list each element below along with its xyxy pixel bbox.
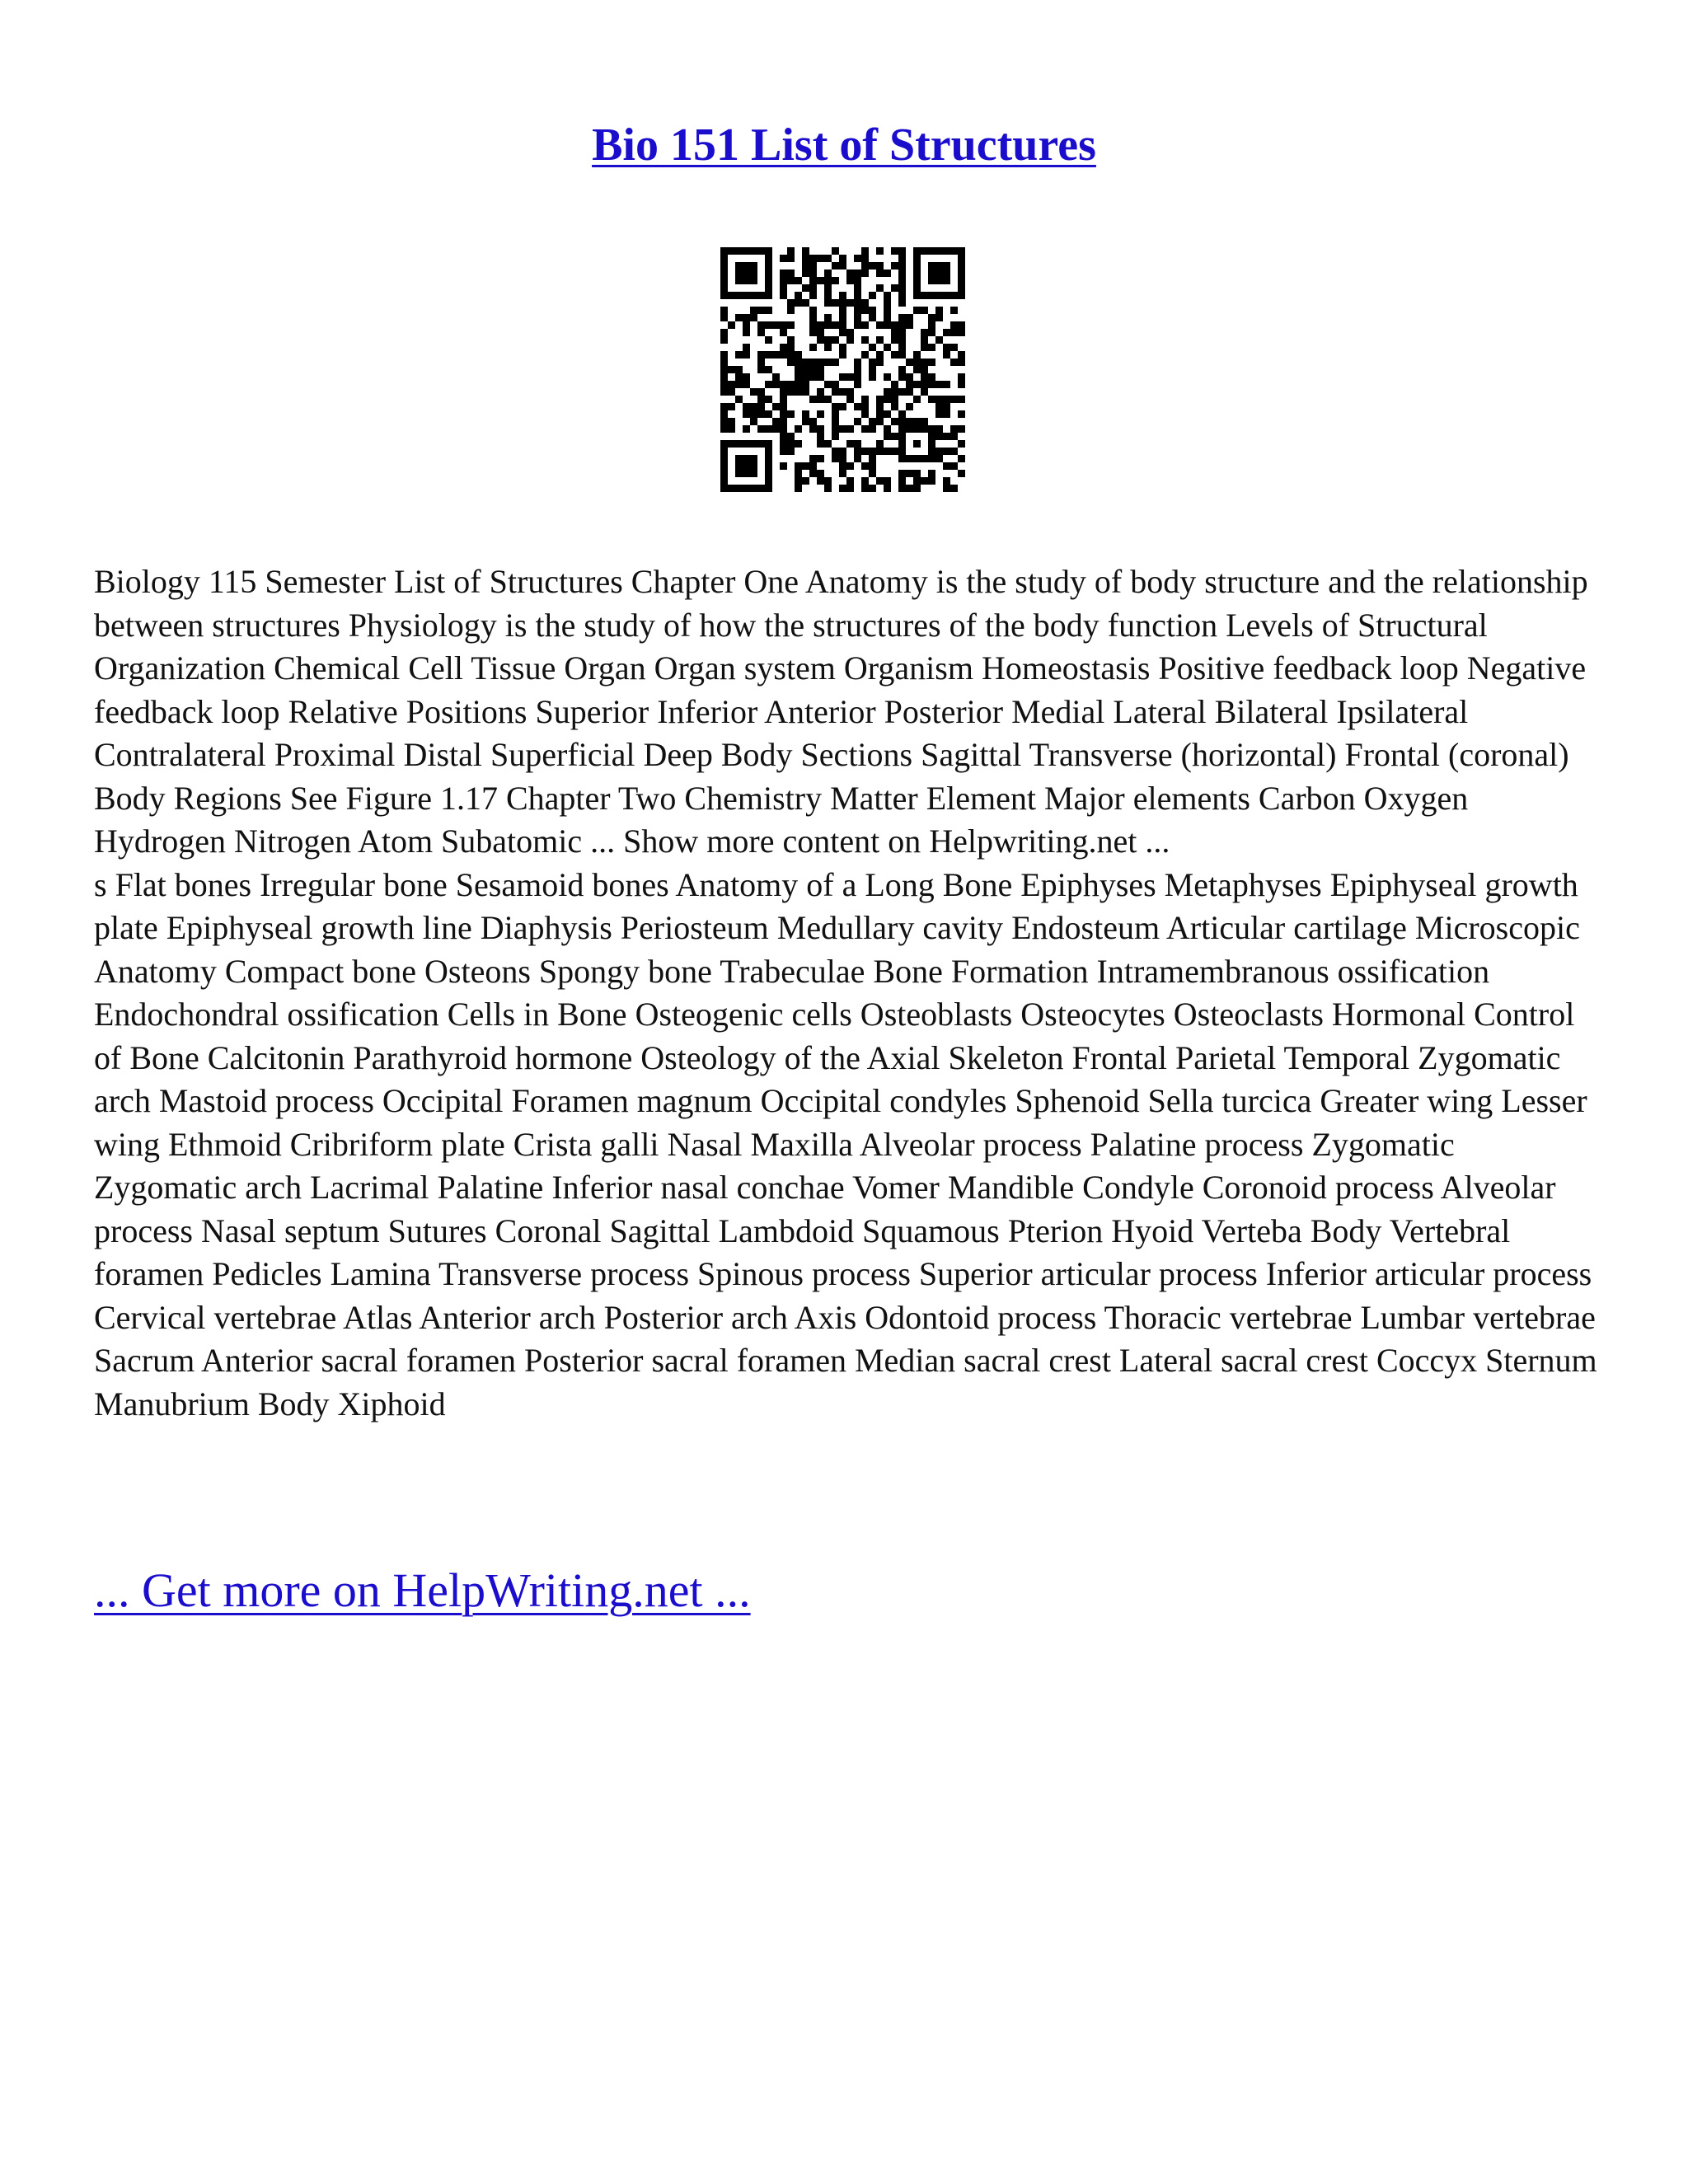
title-link[interactable]: Bio 151 List of Structures xyxy=(592,120,1096,171)
page-title xyxy=(0,115,1688,175)
document-body xyxy=(94,560,1602,1426)
qr-code-icon xyxy=(720,247,965,492)
get-more-link-container xyxy=(94,1561,751,1620)
paragraph-1: Biology 115 Semester List of Structures Chapter One Anatomy is the study of body structure and the relationship between structures Physiology is the study of how the structures of the body function Levels of Structural Organization Chemical Cell Tissue Organ Organ system Organism Homeostasis Positive feedback loop Negative feedback loop Relative Positions Superior Inferior Anterior Posterior Medial Lateral Bilateral Ipsilateral Contralateral Proximal Distal Superficial Deep Body Sections Sagittal Transverse (horizontal) Frontal (coronal) Body Regions See Figure 1.17 Chapter Two Chemistry Matter Element Major elements Carbon Oxygen Hydrogen Nitrogen Atom Subatomic ... Show more content on Helpwriting.net ... xyxy=(94,563,1588,860)
paragraph-2: s Flat bones Irregular bone Sesamoid bones Anatomy of a Long Bone Epiphyses Metaphyses Epiphyseal growth plate Epiphyseal growth line Diaphysis Periosteum Medullary cavity Endosteum Articular cartilage Microscopic Anatomy Compact bone Osteons Spongy bone Trabeculae Bone Formation Intramembranous ossification Endochondral ossification Cells in Bone Osteogenic cells Osteoblasts Osteocytes Osteoclasts Hormonal Control of Bone Calcitonin Parathyroid hormone Osteology of the Axial Skeleton Frontal Parietal Temporal Zygomatic arch Mastoid process Occipital Foramen magnum Occipital condyles Sphenoid Sella turcica Greater wing Lesser wing Ethmoid Cribriform plate Crista galli Nasal Maxilla Alveolar process Palatine process Zygomatic Zygomatic arch Lacrimal Palatine Inferior nasal conchae Vomer Mandible Condyle Coronoid process Alveolar process Nasal septum Sutures Coronal Sagittal Lambdoid Squamous Pterion Hyoid Verteba Body Vertebral foramen Pedicles Lamina Transverse process Spinous process Superior articular process Inferior articular process Cervical vertebrae Atlas Anterior arch Posterior arch Axis Odontoid process Thoracic vertebrae Lumbar vertebrae Sacrum Anterior sacral foramen Posterior sacral foramen Median sacral crest Lateral sacral crest Coccyx Sternum Manubrium Body Xiphoid xyxy=(94,865,1597,1422)
get-more-link[interactable]: ... Get more on HelpWriting.net ... xyxy=(94,1563,751,1617)
